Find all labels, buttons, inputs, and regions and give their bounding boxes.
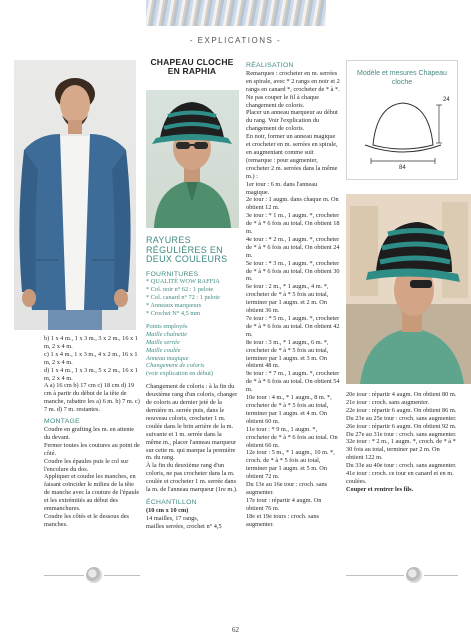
finishing-paragraph: 26e tour : répartir 6 augm. On obtient 92 m. bbox=[346, 422, 457, 430]
diagram-title: Modèle et mesures Chapeau cloche bbox=[357, 70, 447, 86]
montage-line: Coudre en grafting les m. en attente du devant. bbox=[44, 425, 135, 441]
divider-line bbox=[104, 575, 140, 576]
hat-shape-drawing bbox=[347, 61, 459, 181]
realisation-paragraph: 6e tour : 2 m., * 1 augm., 4 m. *, crocheter de * à * 5 fois au total, terminer par 1 augm. et 2 m. On obtient 36 m. bbox=[246, 283, 329, 315]
width-measure-label: 84 bbox=[399, 165, 406, 171]
size-line: A a) 16 cm b) 17 cm c) 18 cm d) 19 cm à partir du début de la tête de manche, rabattre les a) 6 m. b) 7 m. c) 7 m. d) 7 m. restantes. bbox=[44, 382, 140, 414]
realisation-paragraph: 2e tour : 1 augm. dans chaque m. On obtient 12 m. bbox=[246, 196, 339, 212]
echantillon-line: 14 mailles, 17 rangs, bbox=[146, 514, 199, 522]
cardigan-illustration bbox=[14, 60, 136, 330]
divider-line bbox=[44, 575, 84, 576]
realisation-paragraph: 10e tour : 4 m., * 1 augm., 8 m. *, crocheter de * à * 5 fois au total, terminer par 1 augm. et 4 m. On obtient 60 m. bbox=[246, 394, 332, 425]
section-title: - EXPLICATIONS - bbox=[189, 36, 282, 45]
realisation-heading: RÉALISATION bbox=[246, 62, 294, 69]
montage-line: Coudre les épaules puis le col sur l'encolure du dos. bbox=[44, 457, 129, 473]
cardigan-instructions-column bbox=[44, 335, 140, 529]
header-yarn-swatch bbox=[146, 0, 326, 26]
finishing-paragraph: 22e tour : répartir 6 augm. On obtient 86 m. bbox=[346, 406, 457, 414]
points-item: (voir explication en début) bbox=[146, 370, 213, 378]
echantillon-heading: ÉCHANTILLON bbox=[146, 498, 197, 506]
realisation-paragraph: En noir, former un anneau magique et crocheter en m. serrées en spirale, en augmentant comme suit (remarque : pour augmenter, crocheter 2 m. serrées dans la même m.) : bbox=[246, 133, 338, 180]
finishing-paragraph: 32e tour : * 2 m., 1 augm. *, croch. de * à * 30 fois au total, terminer par 2 m. On obtient 122 m. bbox=[346, 438, 456, 462]
realisation-paragraph: 11e tour : * 9 m., 1 augm. *, crocheter de * à * 6 fois au total. On obtient 66 m. bbox=[246, 425, 338, 449]
fournitures-item: * Col. noir n° 62 : 1 pelote bbox=[146, 286, 214, 294]
hat-pattern-header bbox=[146, 58, 238, 76]
size-line: b) 1 x 4 m., 1 x 3 m., 3 x 2 m., 16 x 1 m, 2 x 4 m. bbox=[44, 335, 138, 350]
finishing-paragraph: 41e tour : croch. ce tour en canard et en m. coulées. bbox=[346, 470, 454, 485]
finishing-paragraph: Du 27e au 31e tour : croch. sans augmenter. bbox=[346, 430, 457, 438]
realisation-paragraph: 17e tour : répartir 4 augm. On obtient 76 m. bbox=[246, 496, 322, 512]
finishing-paragraph: Couper et rentrer les fils. bbox=[346, 485, 414, 493]
fournitures-item: * Anneaux marqueurs bbox=[146, 302, 202, 310]
realisation-paragraph: Du 13e au 16e tour : croch. sans augmenter. bbox=[246, 481, 328, 496]
photo-hat-profile bbox=[346, 194, 471, 384]
realisation-paragraph: 3e tour : * 1 m., 1 augm. *, crocheter de * à * 6 fois au total. On obtient 18 m. bbox=[246, 212, 340, 236]
montage-line: Fermer toutes les coutures au point de côté. bbox=[44, 441, 140, 457]
hat-materials-column bbox=[146, 236, 238, 531]
finishing-column bbox=[346, 391, 458, 494]
color-change-text: Changement de coloris : à la fin du deuxième rang d'un coloris, changer de coloris au dernier jeté de la dernière m. serrée puis, dans le nouveau coloris, crocheter 1 m. coulée dans le brin arrière de la m. suivante et 1 m. serrée dans la même m., placer l'anneau marqueur sur cette m. qui marque la première m. du rang. bbox=[146, 383, 238, 462]
fournitures-item: * Col. canard n° 72 : 1 pelote bbox=[146, 294, 220, 302]
page-number: 62 bbox=[232, 626, 239, 634]
echantillon-line: mailles serrées, crochet n° 4,5 bbox=[146, 522, 222, 530]
realisation-column bbox=[246, 62, 340, 528]
realisation-paragraph: 18e et 19e tours : croch. sans augmenter. bbox=[246, 512, 319, 528]
color-change-text-2: À la fin du deuxième rang d'un coloris, ne pas crocheter dans la m. coulée et crocheter 1 m. serrée dans la m. de l'anneau marqueur (1re m.). bbox=[146, 462, 238, 494]
points-item: Maille chaînette bbox=[146, 330, 188, 338]
points-heading: Points employés bbox=[146, 322, 188, 330]
photo-hat-man bbox=[146, 90, 239, 228]
yarn-spool-icon bbox=[406, 567, 422, 583]
realisation-paragraph: Remarques : crocheter en m. serrées en spirale, avec * 2 rangs en noir et 2 rangs en canard *, crocheter de * à *. bbox=[246, 69, 340, 93]
divider-line bbox=[346, 575, 404, 576]
hat-man-illustration bbox=[146, 90, 239, 228]
size-line: c) 1 x 4 m., 1 x 3 m., 4 x 2 m., 16 x 1 m, 2 x 4 m. bbox=[44, 350, 138, 366]
realisation-paragraph: 8e tour : 3 m., * 1 augm., 6 m. *, crocheter de * à * 5 fois au total, terminer par 1 augm. et 3 m. On obtient 48 m. bbox=[246, 338, 329, 370]
realisation-paragraph: 1er tour : 6 m. dans l'anneau magique. bbox=[246, 180, 318, 196]
points-item: Changement de coloris bbox=[146, 362, 205, 370]
realisation-paragraph: 7e tour : * 5 m., 1 augm. *, crocheter de * à * 6 fois au total. On obtient 42 m. bbox=[246, 315, 340, 338]
realisation-paragraph: Ne pas couper le fil à chaque changement de coloris. bbox=[246, 93, 320, 109]
finishing-paragraph: 21e tour : croch. sans augmenter. bbox=[346, 398, 430, 406]
photo-man-cardigan bbox=[14, 60, 136, 330]
montage-line: Coudre les côtés et le dessous des manches. bbox=[44, 512, 129, 528]
finishing-paragraph: 20e tour : répartir 4 augm. On obtient 80 m. bbox=[346, 391, 457, 398]
points-item: Anneau magique bbox=[146, 354, 189, 362]
hat-measurements-diagram bbox=[346, 60, 458, 180]
points-item: Maille serrée bbox=[146, 338, 180, 346]
fournitures-item: * Crochet N° 4,5 mm bbox=[146, 310, 201, 318]
hat-pattern-title: CHAPEAU CLOCHE EN RAPHIA bbox=[150, 57, 234, 76]
montage-line: Appliquer et coudre les manches, en faisant coïncider le milieu de la tête de manche avec la couture de l'épaule et les extrémités au début des emmanchures. bbox=[44, 473, 140, 513]
finishing-paragraph: Du 23e au 25e tour : croch. sans augmenter. bbox=[346, 414, 457, 422]
points-item: Maille coulée bbox=[146, 346, 181, 354]
echantillon-line: (10 cm x 10 cm) bbox=[146, 506, 189, 514]
realisation-paragraph: 12e tour : 5 m., * 1 augm., 10 m. *, croch. de * à * 5 fois au total, terminer par 1 augm. et 5 m. On obtient 72 m. bbox=[246, 449, 335, 481]
realisation-paragraph: 4e tour : * 2 m., 1 augm. *, crocheter de * à * 6 fois au total. On obtient 24 m. bbox=[246, 235, 340, 259]
fournitures-item: * QUALITÉ WOW RAFFIA bbox=[146, 278, 220, 286]
height-measure-label: 24 bbox=[443, 97, 450, 103]
yarn-spool-icon bbox=[86, 567, 102, 583]
realisation-paragraph: 9e tour : * 7 m., 1 augm. *, crocheter de * à * 6 fois au total. On obtient 54 m. bbox=[246, 370, 340, 394]
hat-profile-illustration bbox=[346, 194, 471, 384]
size-line: d) 1 x 4 m., 1 x 3 m., 5 x 2 m., 16 x 1 m, 2 x 4 m. bbox=[44, 366, 138, 382]
realisation-paragraph: 5e tour : * 3 m., 1 augm. *, crocheter de * à * 6 fois au total. On obtient 30 m. bbox=[246, 259, 340, 283]
realisation-paragraph: Placer un anneau marqueur au début du rang. Voir l'explication du changement de coloris. bbox=[246, 109, 338, 133]
montage-heading: MONTAGE bbox=[44, 418, 80, 426]
finishing-paragraph: Du 33e au 40e tour : croch. sans augmenter. bbox=[346, 462, 457, 470]
divider-line bbox=[424, 575, 458, 576]
fournitures-heading: FOURNITURES bbox=[146, 270, 199, 278]
stripes-heading: RAYURES RÉGULIÈRES EN DEUX COULEURS bbox=[146, 235, 228, 264]
